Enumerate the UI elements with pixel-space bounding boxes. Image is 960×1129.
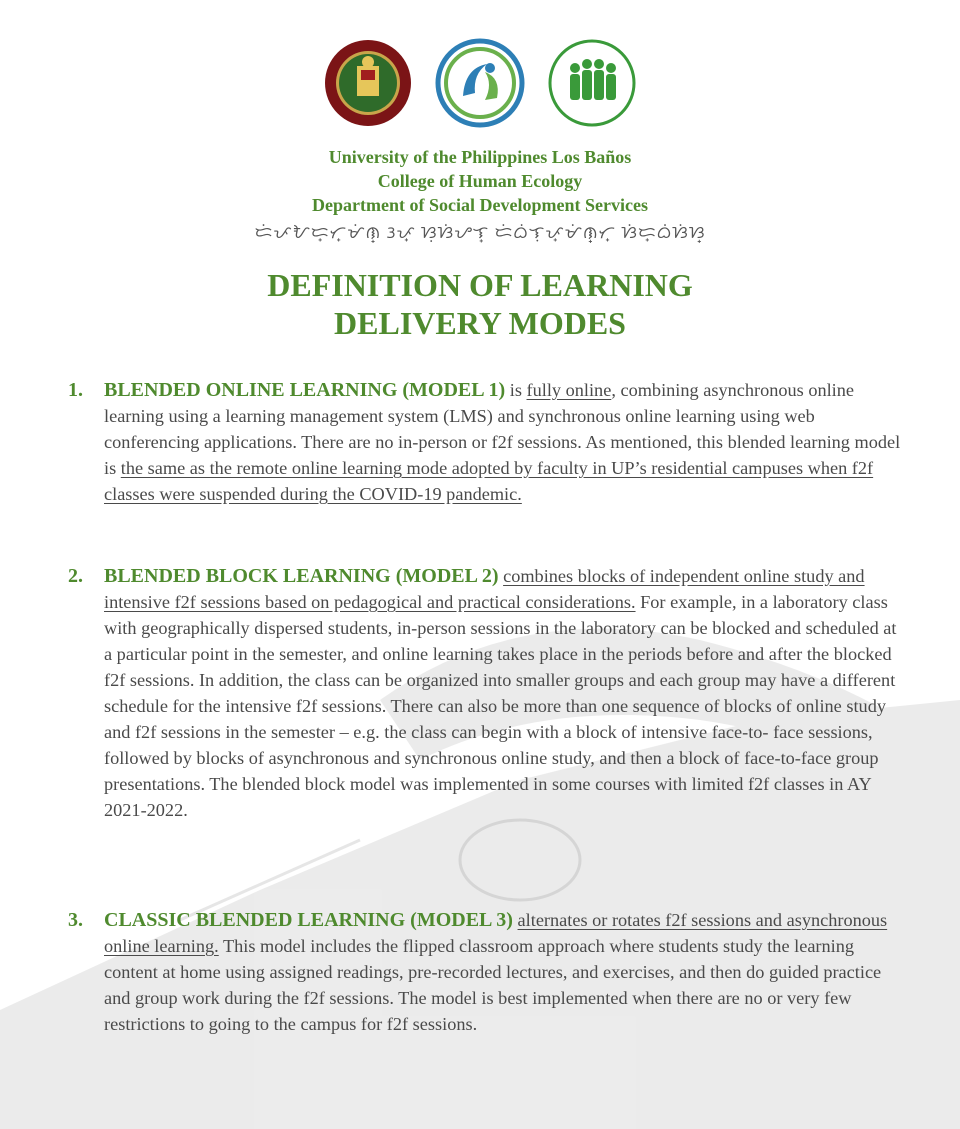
item-number: 3. [68, 909, 83, 931]
title-line-2: DELIVERY MODES [334, 305, 626, 341]
underlined-text: alternates or rotates f2f sessions and asynchronous online learning. [104, 910, 888, 956]
item-body [104, 907, 904, 1037]
underlined-text: the same as the remote online learning mode adopted by faculty in UP’s residential campuses when f2f classes were suspended during the COVID-19 pandemic. [104, 458, 874, 504]
department-name: Department of Social Development Services [312, 195, 648, 215]
item-heading: BLENDED ONLINE LEARNING (MODEL 1) [104, 379, 506, 401]
text-run: For example, in a laboratory class with geographically dispersed students, in-person sessions in the laboratory can be blocked and scheduled at a particular point in the semester, and online learning takes place in the periods before and after the blocked f2f sessions. In addition, the class can be organized into smaller groups and each group may have a different schedule for the intensive f2f sessions. There can also be more than one sequence of blocks of online study and f2f sessions in the semester – e.g. the class can begin with a block of intensive face-to- face sessions, followed by blocks of asynchronous and synchronous online study, and then a block of face-to-face group presentations. The blended block model was implemented in some courses with limited f2f classes in AY 2021-2022. [104, 592, 897, 820]
underlined-text: combines blocks of independent online study and intensive f2f sessions based on pedagogical and practical considerations. [104, 566, 865, 612]
item-body [104, 377, 904, 507]
baybayin-script-line: ᜇᜒᜉᜀᜇ᜔ᜆ᜔ᜋᜒᜈ᜔ ᜂᜉ᜔ ᜐᜓᜐᜒᜌᜎ᜔ ᜇᜒᜊᜒᜎᜓᜉ᜔ᜋᜒᜈ᜔ᜆ᜔ ᜐᜒᜇ᜔ᜊᜒᜐᜒᜐ᜔ [254, 223, 706, 242]
up-seal-logo [323, 38, 413, 128]
college-name: College of Human Ecology [377, 171, 583, 191]
title-line-1: DEFINITION OF LEARNING [267, 267, 693, 303]
college-human-ecology-logo [435, 38, 525, 128]
item-number: 2. [68, 565, 83, 587]
item-heading: BLENDED BLOCK LEARNING (MODEL 2) [104, 565, 499, 587]
institution-header [0, 145, 960, 217]
item-heading: CLASSIC BLENDED LEARNING (MODEL 3) [104, 909, 513, 931]
text-run: , combining asynchronous online learning using a learning management system (LMS) and synchronous online learning using web conferencing applications. There are no in-person or f2f sessions. As mentioned, this blended learning model is [104, 380, 901, 478]
item-text [104, 566, 897, 820]
logo-row [0, 38, 960, 128]
item-number: 1. [68, 379, 83, 401]
text-run: This model includes the flipped classroom approach where students study the learning content at home using assigned readings, pre-recorded lectures, and exercises, and then do guided practice and group work during the f2f sessions. The model is best implemented when there are no or very few restrictions to going to the campus for f2f sessions. [104, 936, 882, 1034]
university-name: University of the Philippines Los Baños [328, 147, 632, 167]
page-title [0, 266, 960, 342]
department-social-development-logo [547, 38, 637, 128]
underlined-text: fully online [526, 380, 612, 400]
text-run: is [505, 380, 527, 400]
item-body [104, 563, 904, 823]
